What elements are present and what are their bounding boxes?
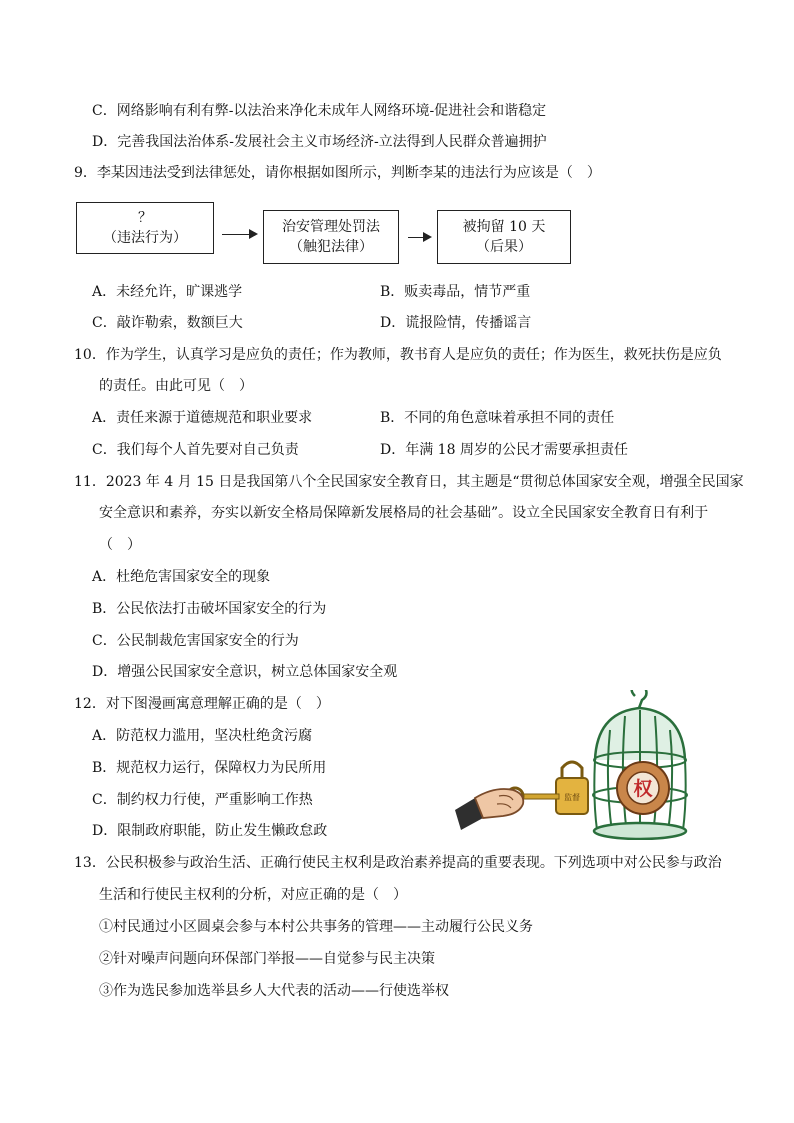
q12-stem: 12．对下图漫画寓意理解正确的是（ ） bbox=[74, 696, 330, 712]
q8-option-d: D．完善我国法治体系-发展社会主义市场经济-立法得到人民群众普遍拥护 bbox=[92, 134, 547, 150]
flow-arrow-2 bbox=[408, 237, 430, 238]
q10-stem-line2: 的责任。由此可见（ ） bbox=[99, 378, 253, 394]
flow-box-result-line2: （后果） bbox=[476, 239, 532, 255]
q11-option-d: D．增强公民国家安全意识，树立总体国家安全观 bbox=[92, 664, 398, 680]
power-cage-cartoon bbox=[455, 690, 710, 840]
q10-option-c: C．我们每个人首先要对自己负责 bbox=[92, 442, 299, 458]
q13-statement-1: ①村民通过小区圆桌会参与本村公共事务的管理——主动履行公民义务 bbox=[99, 919, 533, 935]
q13-stem-line1: 13．公民积极参与政治生活、正确行使民主权利是政治素养提高的重要表现。下列选项中对公民参与政治 bbox=[74, 855, 722, 871]
q11-stem-line3: （ ） bbox=[99, 537, 141, 553]
q13-statement-3: ③作为选民参加选举县乡人大代表的活动——行使选举权 bbox=[99, 983, 449, 999]
q10-option-a: A．责任来源于道德规范和职业要求 bbox=[92, 410, 313, 426]
q11-stem-line2: 安全意识和素养，夯实以新安全格局保障新发展格局的社会基础”。设立全民国家安全教育日有利于 bbox=[99, 505, 709, 521]
q10-option-d: D．年满 18 周岁的公民才需要承担责任 bbox=[380, 442, 628, 458]
cage-character: 权 bbox=[633, 778, 653, 800]
q13-stem-line2: 生活和行使民主权利的分析，对应正确的是（ ） bbox=[99, 887, 407, 903]
q12-option-a: A．防范权力滥用，坚决杜绝贪污腐 bbox=[92, 728, 313, 744]
q11-option-a: A．杜绝危害国家安全的现象 bbox=[92, 569, 271, 585]
flow-box-law bbox=[263, 210, 399, 264]
flow-box-law-line1: 治安管理处罚法 bbox=[282, 219, 380, 235]
q12-option-c: C．制约权力行使，严重影响工作热 bbox=[92, 792, 313, 808]
flow-box-violation-line2: （违法行为） bbox=[103, 230, 187, 246]
q12-option-d: D．限制政府职能，防止发生懒政怠政 bbox=[92, 823, 328, 839]
q8-option-c: C．网络影响有利有弊-以法治来净化未成年人网络环境-促进社会和谐稳定 bbox=[92, 103, 547, 119]
q11-option-c: C．公民制裁危害国家安全的行为 bbox=[92, 633, 299, 649]
q9-option-b: B．贩卖毒品，情节严重 bbox=[380, 284, 531, 300]
q12-option-b: B．规范权力运行，保障权力为民所用 bbox=[92, 760, 327, 776]
flow-box-result-line1: 被拘留 10 天 bbox=[462, 219, 546, 235]
flow-box-violation bbox=[76, 202, 214, 254]
q10-option-b: B．不同的角色意味着承担不同的责任 bbox=[380, 410, 615, 426]
flow-box-result bbox=[437, 210, 571, 264]
q13-statement-2: ②针对噪声问题向环保部门举报——自觉参与民主决策 bbox=[99, 951, 435, 967]
q9-stem: 9．李某因违法受到法律惩处，请你根据如图所示，判断李某的违法行为应该是（ ） bbox=[74, 165, 601, 181]
flow-box-law-line2: （触犯法律） bbox=[289, 239, 373, 255]
q11-option-b: B．公民依法打击破坏国家安全的行为 bbox=[92, 601, 327, 617]
padlock-label: 监督 bbox=[564, 793, 580, 802]
q9-option-c: C．敲诈勒索，数额巨大 bbox=[92, 315, 243, 331]
q9-option-d: D．谎报险情，传播谣言 bbox=[380, 315, 532, 331]
q9-option-a: A．未经允许，旷课逃学 bbox=[92, 284, 243, 300]
q10-stem-line1: 10．作为学生，认真学习是应负的责任；作为教师，教书育人是应负的责任；作为医生，救死扶伤是应负 bbox=[74, 347, 722, 363]
flow-arrow-1 bbox=[222, 234, 256, 235]
flow-box-violation-line1: ？ bbox=[138, 210, 152, 226]
q11-stem-line1: 11．2023 年 4 月 15 日是我国第八个全民国家安全教育日，其主题是“贯彻总体国家安全观，增强全民国家 bbox=[74, 474, 744, 490]
